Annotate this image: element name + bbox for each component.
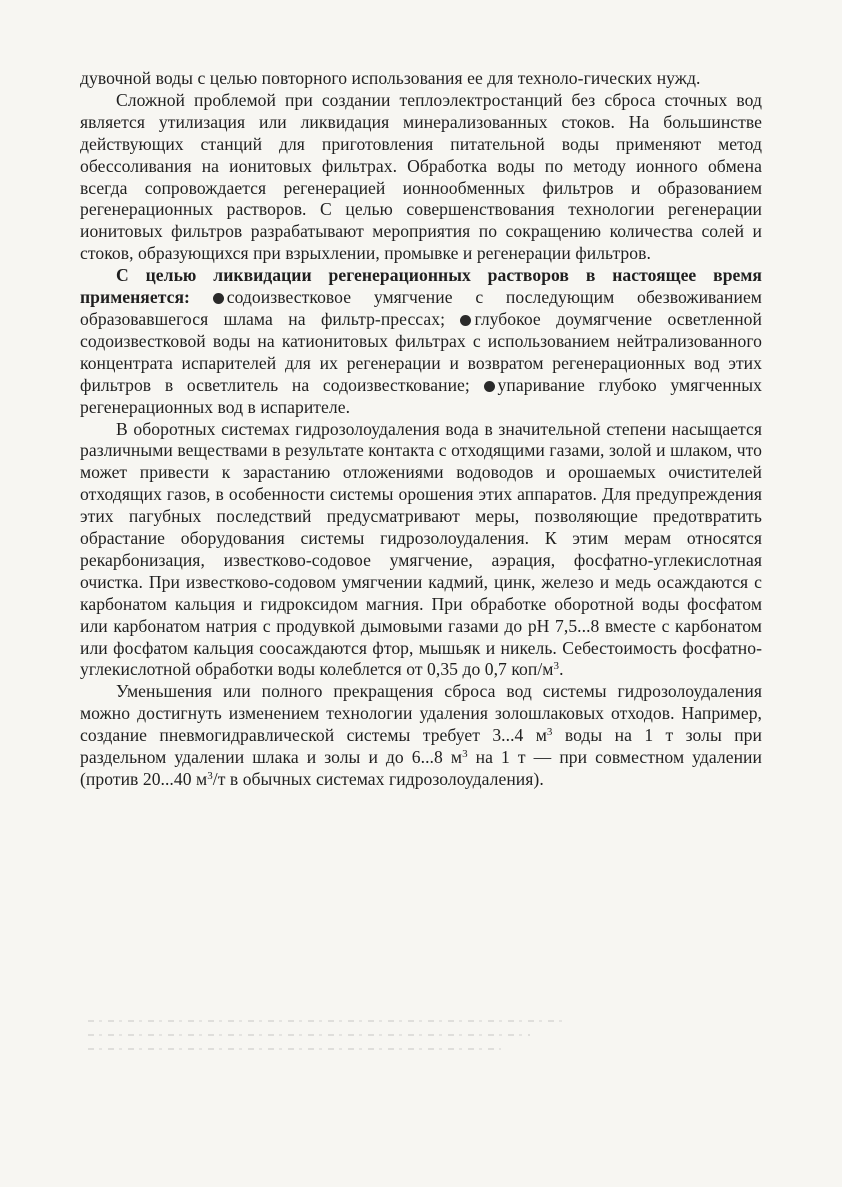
bleedthrough-line <box>88 1048 501 1050</box>
bleedthrough-line <box>88 1034 530 1036</box>
paragraph-ash-removal-systems <box>80 419 762 682</box>
superscript-3: 3 <box>546 726 553 739</box>
bleedthrough-line <box>88 1020 568 1022</box>
bullet-icon <box>484 381 495 392</box>
paragraph-text: на 1 т — при совместном удалении (против 20...40 м <box>80 747 762 789</box>
paragraph-regeneration-methods <box>80 265 762 418</box>
paragraph-text: Уменьшения или полного прекращения сброса вод системы гидрозолоудаления можно достигнуть изменением технологии удаления золошлаковых отходов. Например, создание пневмогидравлической системы требует 3...4 м <box>80 681 762 746</box>
paragraph-text: воды на 1 т золы при раздельном удалении шлака и золы и до 6...8 м <box>80 725 762 768</box>
bullet-icon <box>460 315 471 326</box>
paragraph-text: /т в обычных системах гидрозолоудаления). <box>212 769 544 789</box>
bullet-icon <box>213 293 224 304</box>
superscript-3: 3 <box>462 748 468 761</box>
faint-bleedthrough-text <box>88 1020 568 1080</box>
method-item-2: глубокое доумягчение осветленной содоизвестковой воды на катионитовых фильтрах с использованием нейтрализованного концентрата испарителей для их регенерации и возвратом регенерационных вод этих фильтров в осветлитель на содоизвесткование; <box>80 308 762 395</box>
paragraph-mineralized-waste: Сложной проблемой при создании теплоэлектростанций без сброса сточных вод является утилизация или ликвидация минерализованных стоков. На большинстве действующих станций для приготовления питательной воды применяют метод обессоливания на ионитовых фильтрах. Обработка воды по методу ионного обмена всегда сопровождается регенерацией ионнообменных фильтров и образованием регенерационных растворов. С целью совершенствования технологии регенерации ионитовых фильтров разрабатывают мероприятия по сокращению количества солей и стоков, образующихся при взрыхлении, промывке и регенерации фильтров. <box>80 89 762 264</box>
method-item-3: упаривание глубоко умягченных регенерационных вод в испарителе. <box>80 374 763 417</box>
document-page <box>80 68 762 1128</box>
paragraph-discharge-reduction <box>80 681 762 791</box>
superscript-3: 3 <box>553 660 560 673</box>
paragraph-continuation: дувочной воды с целью повторного использования ее для техноло-гических нужд. <box>80 68 701 88</box>
paragraph-lead-bold: С целью ликвидации регенерационных растворов в настоящее время применяется: <box>80 265 762 308</box>
method-item-1: содоизвестковое умягчение с последующим обезвоживанием образовавшегося шлама на фильтр-прессах; <box>80 287 762 329</box>
paragraph-text-end: . <box>559 659 564 680</box>
superscript-3: 3 <box>207 770 213 782</box>
paragraph-text: В оборотных системах гидрозолоудаления вода в значительной степени насыщается различными веществами в результате контакта с отходящими газами, золой и шлаком, что может привести к зарастанию отложениями водоводов и орошаемых очистителей отходящих газов, в особенности системы орошения этих аппаратов. Для предупреждения этих пагубных последствий предусматривают меры, позволяющие предотвратить обрастание оборудования системы гидрозолоудаления. К этим мерам относятся рекарбонизация, известково-содовое умягчение, аэрация, фосфатно-углекислотная очистка. При известково-содовом умягчении кадмий, цинк, железо и медь осаждаются с карбонатом кальция и гидроксидом магния. При обработке оборотной воды фосфатом или карбонатом натрия с продувкой дымовыми газами до pH 7,5...8 вместе с карбонатом или фосфатом кальция соосаждаются фтор, мышьяк и никель. Себестоимость фосфатно-углекислотной обработки воды колеблется от 0,35 до 0,7 коп/м <box>80 418 762 680</box>
